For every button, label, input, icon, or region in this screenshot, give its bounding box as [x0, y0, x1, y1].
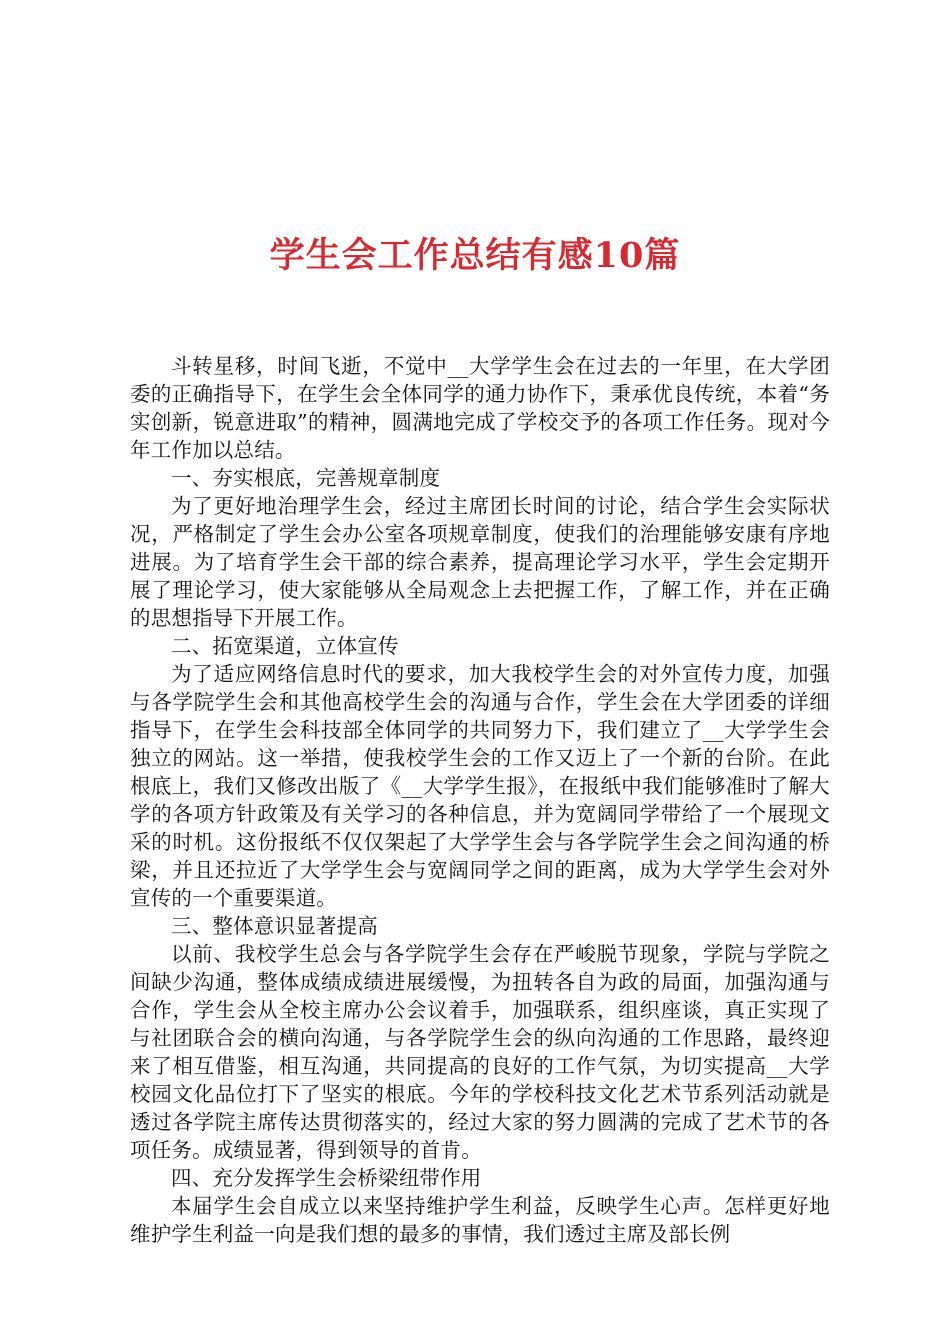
- document-body: [130, 352, 830, 1248]
- section-heading: 四、充分发挥学生会桥梁纽带作用: [171, 1166, 482, 1190]
- section-heading: 三、整体意识显著提高: [171, 914, 378, 938]
- section-heading: 一、夯实根底，完善规章制度: [171, 466, 441, 490]
- body-paragraph: 以前、我校学生总会与各学院学生会存在严峻脱节现象，学院与学院之间缺少沟通，整体成绩成绩进展缓慢，为扭转各自为政的局面，加强沟通与合作，学生会从全校主席办公会议着手，加强联系，组织座谈，真正实现了与社团联合会的横向沟通，与各学院学生会的纵向沟通的工作思路，最终迎来了相互借鉴，相互沟通，共同提高的良好的工作气氛，为切实提高__大学校园文化品位打下了坚实的根底。今年的学校科技文化艺术节系列活动就是透过各学院主席传达贯彻落实的，经过大家的努力圆满的完成了艺术节的各项任务。成绩显著，得到领导的首肯。: [130, 942, 830, 1162]
- body-paragraph: 为了适应网络信息时代的要求，加大我校学生会的对外宣传力度，加强与各学院学生会和其他高校学生会的沟通与合作，学生会在大学团委的详细指导下，在学生会科技部全体同学的共同努力下，我们建立了__大学学生会独立的网站。这一举措，使我校学生会的工作又迈上了一个新的台阶。在此根底上，我们又修改出版了《__大学学生报》，在报纸中我们能够准时了解大学的各项方针政策及有关学习的各种信息，并为宽阔同学带给了一个展现文采的时机。这份报纸不仅仅架起了大学学生会与各学院学生会之间沟通的桥梁，并且还拉近了大学学生会与宽阔同学之间的距离，成为大学学生会对外宣传的一个重要渠道。: [130, 662, 830, 910]
- document-title: 学生会工作总结有感10篇: [269, 235, 681, 277]
- body-paragraph: 斗转星移，时间飞逝，不觉中__大学学生会在过去的一年里，在大学团委的正确指导下，在学生会全体同学的通力协作下，秉承优良传统，本着“务实创新，锐意进取”的精神，圆满地完成了学校交予的各项工作任务。现对今年工作加以总结。: [130, 354, 830, 462]
- section-heading: 二、拓宽渠道，立体宣传: [171, 634, 399, 658]
- body-paragraph: 为了更好地治理学生会，经过主席团长时间的讨论，结合学生会实际状况，严格制定了学生会办公室各项规章制度，使我们的治理能够安康有序地进展。为了培育学生会干部的综合素养，提高理论学习水平，学生会定期开展了理论学习，使大家能够从全局观念上去把握工作，了解工作，并在正确的思想指导下开展工作。: [130, 494, 830, 630]
- body-paragraph: 本届学生会自成立以来坚持维护学生利益，反映学生心声。怎样更好地维护学生利益一向是我们想的最多的事情，我们透过主席及部长例: [130, 1194, 830, 1246]
